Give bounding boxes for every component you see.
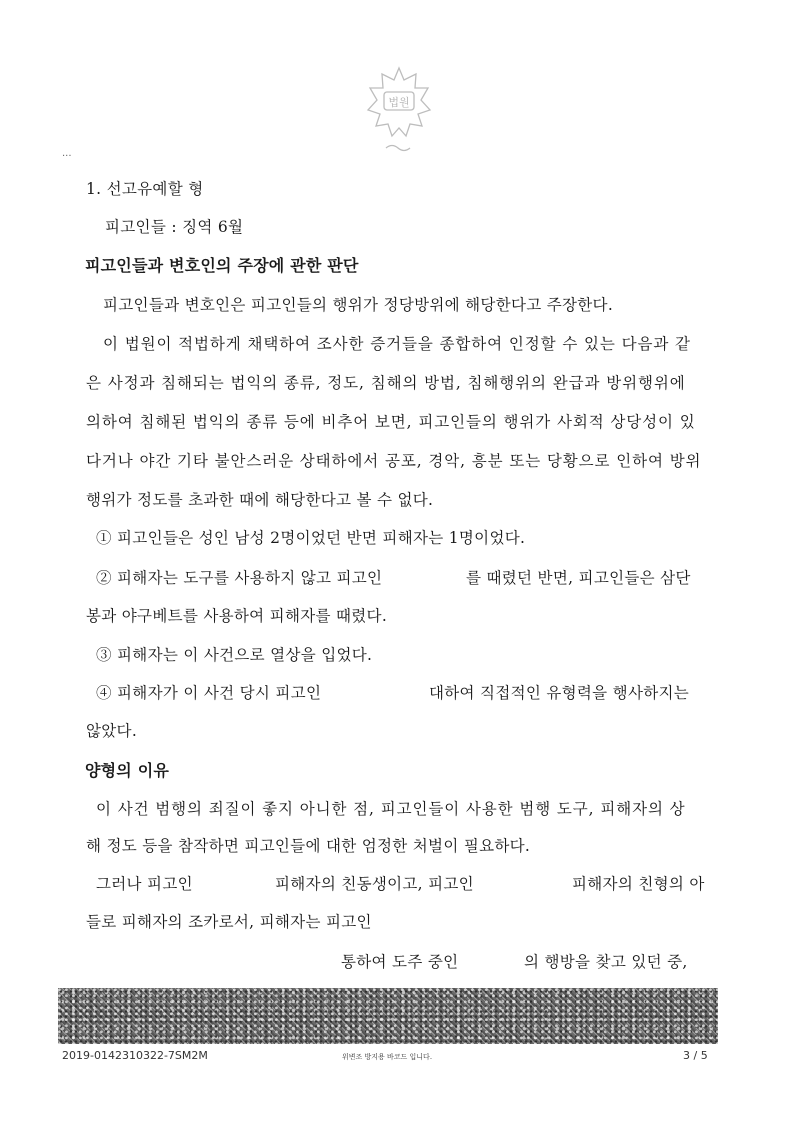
paragraph-line: 해 정도 등을 참작하면 피고인들에 대한 엄정한 처벌이 필요하다. [86, 837, 531, 855]
page-mark: ... [62, 148, 72, 159]
list-item-2-continued: 봉과 야구베트를 사용하여 피해자를 때렸다. [86, 607, 388, 625]
heading-judgment-on-claims: 피고인들과 변호인의 주장에 관한 판단 [85, 256, 359, 275]
seal-text: 법원 [388, 96, 410, 109]
heading-sentencing-reasons: 양형의 이유 [85, 761, 170, 780]
list-item-2-part-a: ② 피해자는 도구를 사용하지 않고 피고인 [96, 569, 383, 587]
paragraph-line: 이 법원이 적법하게 채택하여 조사한 증거들을 종합하여 인정할 수 있는 다음과 같 [103, 335, 691, 353]
barcode-note: 위변조 방지용 바코드 입니다. [342, 1053, 433, 1061]
paragraph-line-part-a: 그러나 피고인 [96, 875, 193, 893]
sentence-text: 피고인들 : 징역 6월 [105, 218, 244, 236]
list-item-4-part-a: ④ 피해자가 이 사건 당시 피고인 [96, 684, 322, 702]
paragraph-line: 의하여 침해된 법익의 종류 등에 비추어 보면, 피고인들의 행위가 사회적 상당성이 있 [86, 413, 696, 431]
paragraph-line-part-a: 통하여 도주 중인 [341, 953, 459, 971]
paragraph-line-part-c: 피해자의 친형의 아 [572, 875, 705, 893]
section-number-heading: 1. 선고유예할 형 [86, 180, 204, 198]
paragraph-line: 이 사건 범행의 죄질이 좋지 아니한 점, 피고인들이 사용한 범행 도구, 피해자의 상 [96, 800, 686, 818]
paragraph-line: 들로 피해자의 조카로서, 피해자는 피고인 [86, 913, 372, 931]
paragraph-line-part-b: 피해자의 친동생이고, 피고인 [275, 875, 474, 893]
paragraph-line: 피고인들과 변호인은 피고인들의 행위가 정당방위에 해당한다고 주장한다. [103, 296, 614, 314]
court-seal [366, 66, 432, 156]
list-item-2-part-b: 를 때렸던 반면, 피고인들은 삼단 [466, 569, 691, 587]
list-item-4-continued: 않았다. [86, 722, 138, 740]
list-item-3: ③ 피해자는 이 사건으로 열상을 입었다. [96, 646, 373, 664]
paragraph-line-part-b: 의 행방을 찾고 있던 중, [524, 953, 688, 971]
paragraph-line: 은 사정과 침해되는 법익의 종류, 정도, 침해의 방법, 침해행위의 완급과 방위행위에 [86, 374, 686, 392]
paragraph-line: 행위가 정도를 초과한 때에 해당한다고 볼 수 없다. [86, 491, 434, 509]
page-number: 3 / 5 [683, 1049, 708, 1062]
document-id: 2019-0142310322-7SM2M [62, 1049, 208, 1062]
list-item-4-part-b: 대하여 직접적인 유형력을 행사하지는 [429, 684, 690, 702]
paragraph-line: 다거나 야간 기타 불안스러운 상태하에서 공포, 경악, 흥분 또는 당황으로 인하여 방위 [86, 452, 702, 470]
anti-forgery-barcode [58, 988, 718, 1044]
list-item-1: ① 피고인들은 성인 남성 2명이었던 반면 피해자는 1명이었다. [96, 529, 526, 547]
